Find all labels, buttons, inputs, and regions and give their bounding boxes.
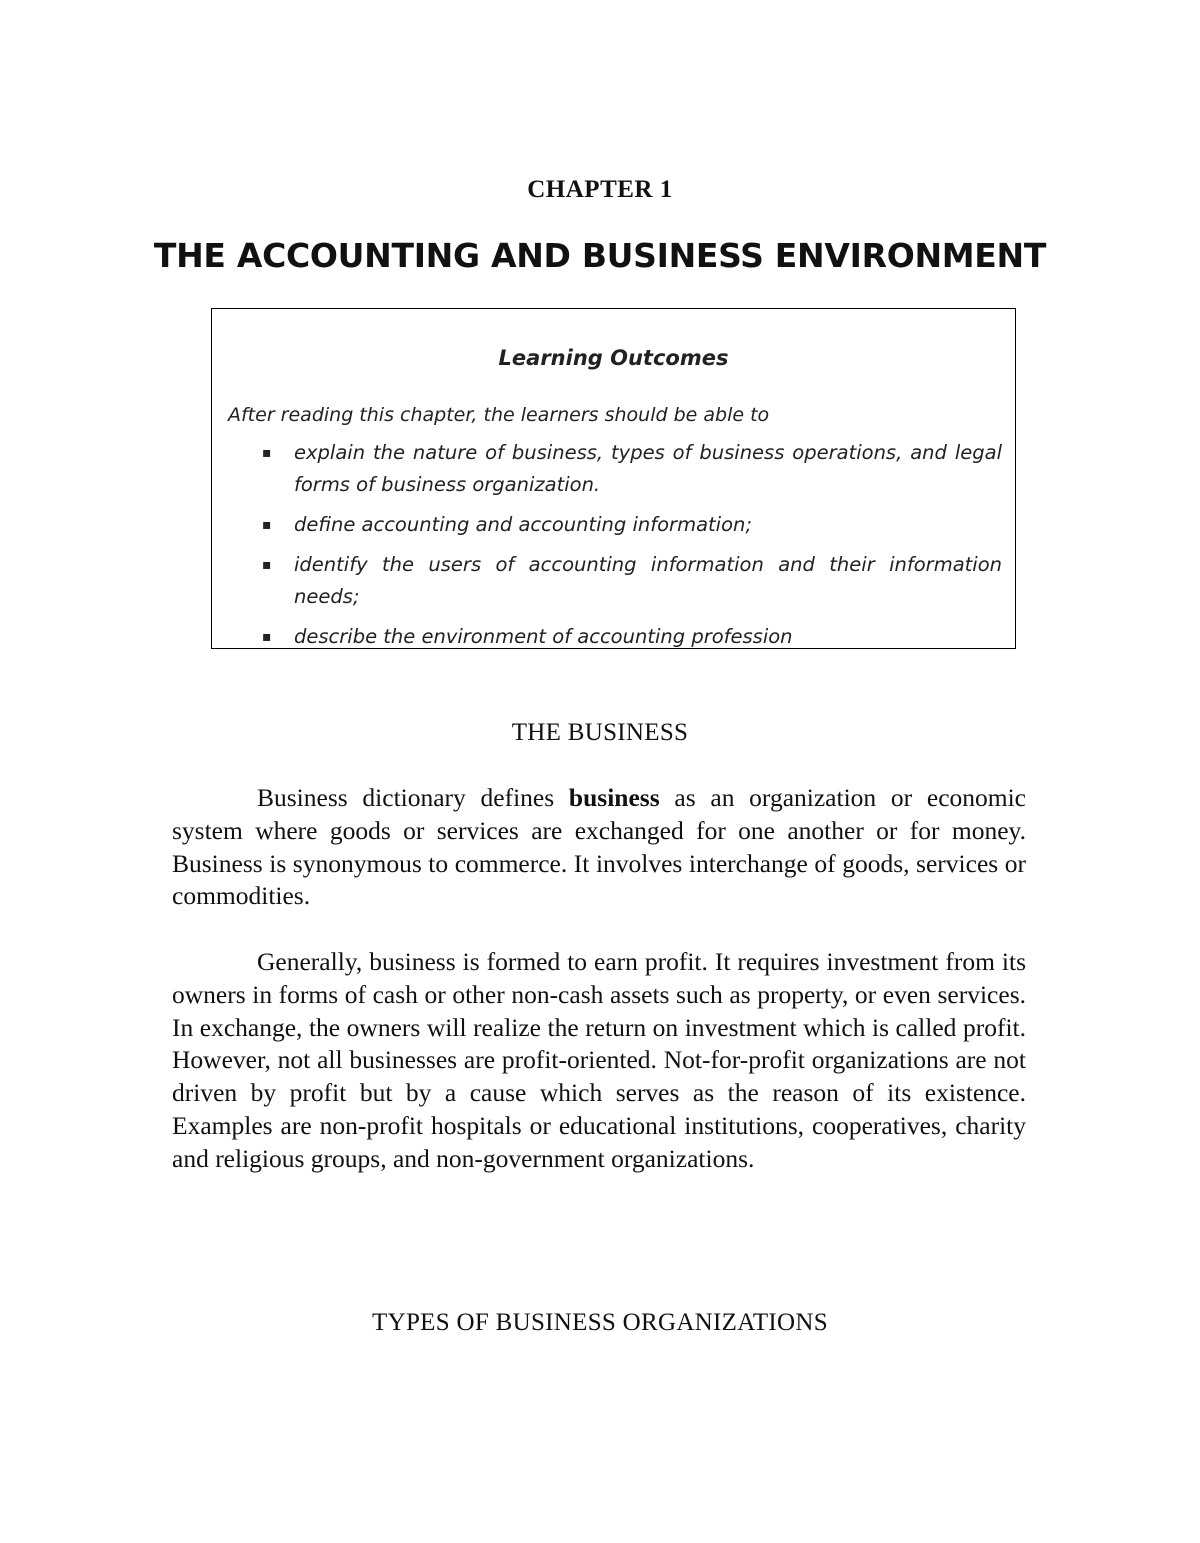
learning-outcomes-list (257, 437, 1002, 661)
bullet-icon: ▪ (262, 629, 272, 645)
outcome-text: define accounting and accounting information; (294, 513, 752, 536)
business-paragraph-2 (172, 946, 1026, 1176)
outcome-text: explain the nature of business, types of business operations, and legal forms of business organization. (294, 441, 1002, 496)
paragraph-text: Generally, business is formed to earn profit. It requires investment from its owners in forms of cash or other non-cash assets such as property, or even services. In exchange, the owners will realize the return on investment which is called profit. However, not all businesses are profit-oriented. Not-for-profit organizations are not driven by profit but by a cause which serves as the reason of its existence. Examples are non-profit hospitals or educational institutions, cooperatives, charity and religious groups, and non-government organizations. (172, 947, 1026, 1173)
paragraph-text: as an organization or economic system where goods or services are exchanged for one another or for money. Business is synonymous to commerce. It involves interchange of goods, services or commodities. (172, 783, 1027, 911)
section-heading-types-of-business: TYPES OF BUSINESS ORGANIZATIONS (372, 1309, 828, 1336)
list-item (257, 437, 1002, 501)
outcome-text: describe the environment of accounting profession (294, 625, 793, 648)
chapter-title: THE ACCOUNTING AND BUSINESS ENVIRONMENT (153, 236, 1047, 275)
business-paragraph-1 (172, 782, 1026, 913)
outcome-text: identify the users of accounting information and their information needs; (294, 553, 1002, 608)
list-item (257, 549, 1002, 613)
bullet-icon: ▪ (262, 557, 272, 573)
bullet-icon: ▪ (262, 445, 272, 461)
chapter-label: CHAPTER 1 (527, 176, 673, 203)
list-item (257, 621, 1002, 653)
bullet-icon: ▪ (262, 517, 272, 533)
learning-outcomes-intro: After reading this chapter, the learners should be able to (228, 404, 770, 426)
section-heading-the-business: THE BUSINESS (511, 719, 689, 746)
learning-outcomes-box (211, 308, 1016, 649)
bold-term: business (568, 783, 660, 812)
learning-outcomes-heading: Learning Outcomes (498, 346, 729, 370)
paragraph-text: Business dictionary defines (257, 783, 569, 812)
list-item (257, 509, 1002, 541)
